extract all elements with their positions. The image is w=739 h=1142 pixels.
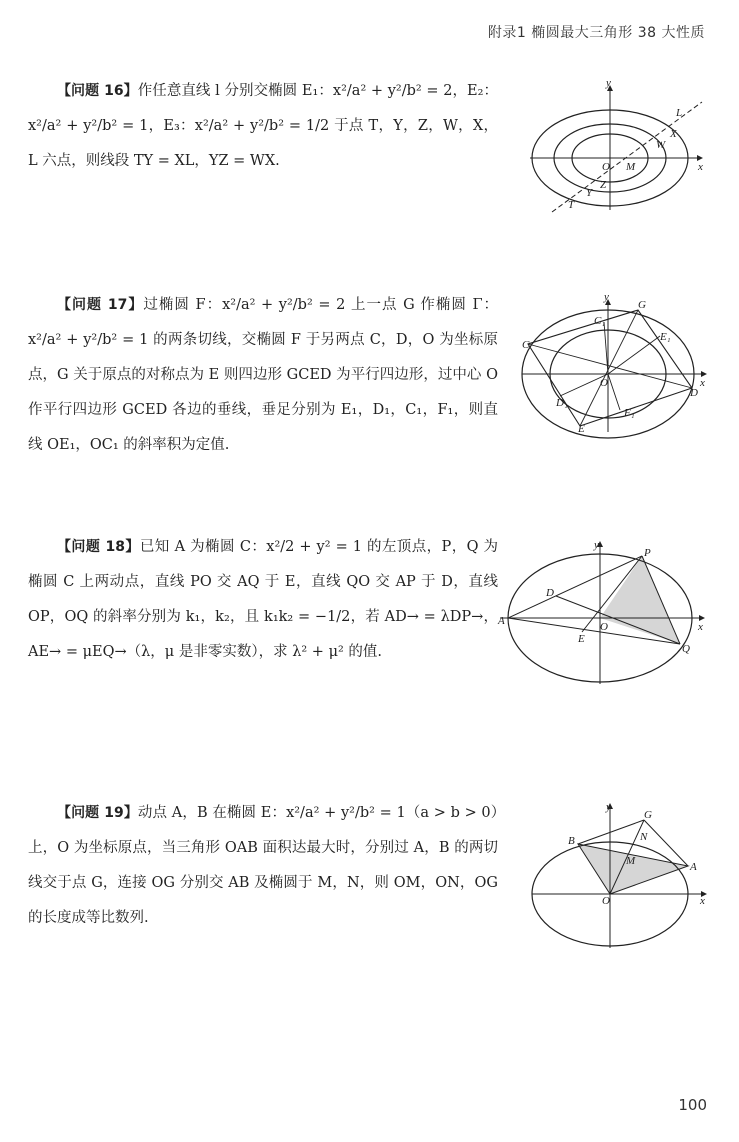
- label-a: A: [498, 615, 505, 627]
- shaded-triangle: [600, 556, 680, 644]
- label-e: E: [578, 423, 585, 435]
- label-a: A: [690, 861, 697, 873]
- figure-17: [520, 291, 710, 436]
- problem-16: [28, 74, 498, 179]
- problem-text: 已知 A 为椭圆 C：x²/2 + y² = 1 的左顶点，P，Q 为椭圆 C 上两动点，直线 PO 交 AQ 于 E，直线 QO 交 AP 于 D，直线 OP，OQ 的斜率分别为 k₁，k₂，且 k₁k₂ = −1/2，若 AD→ = λDP→，AE→ = μEQ→（λ，μ 是非零实数），求 λ² + μ² 的值.: [28, 539, 499, 660]
- label-d: D: [546, 587, 554, 599]
- label-y: y: [606, 77, 611, 89]
- label-o: O: [600, 621, 608, 633]
- problem-text: 动点 A，B 在椭圆 E：x²/a² + y²/b² = 1（a > b > 0）上，O 为坐标原点，当三角形 OAB 面积达最大时，分别过 A，B 的两切线交于点 G，连接 OG 分别交 AB 及椭圆于 M，N，则 OM，ON，OG 的长度成等比数列.: [28, 805, 498, 926]
- running-header: 附录1 椭圆最大三角形 38 大性质: [487, 25, 705, 41]
- label-o: O: [602, 161, 610, 173]
- figure-16-drawing: [530, 77, 710, 212]
- label-d1: D₁: [556, 397, 568, 409]
- figure-16: [530, 77, 710, 212]
- label-z: Z: [600, 179, 607, 191]
- label-y: y: [594, 539, 599, 551]
- problem-17: [28, 288, 498, 463]
- label-x: x: [700, 895, 705, 907]
- label-y: y: [604, 291, 609, 303]
- label-x: x: [700, 377, 705, 389]
- perp-of1: [608, 374, 620, 410]
- label-w: W: [656, 139, 666, 151]
- label-e1: E₁: [660, 331, 671, 343]
- problem-19: [28, 796, 498, 936]
- label-c1: C₁: [594, 315, 606, 327]
- problem-label: 【问题 17】: [57, 297, 144, 313]
- label-f1: F₁: [624, 407, 635, 419]
- label-p: P: [644, 547, 651, 559]
- label-q: Q: [682, 643, 690, 655]
- label-b: B: [568, 835, 575, 847]
- problem-18: [28, 530, 498, 670]
- label-m: M: [626, 161, 636, 173]
- label-o: O: [600, 377, 608, 389]
- problem-text: 过椭圆 F：x²/a² + y²/b² = 2 上一点 G 作椭圆 Γ：x²/a² + y²/b² = 1 的两条切线，交椭圆 F 于另两点 C，D，O 为坐标原点，G 关于原点的对称点为 E 则四边形 GCED 为平行四边形，过中心 O 作平行四边形 GCED 各边的垂线，垂足分别为 E₁，D₁，C₁，F₁，则直线 OE₁，OC₁ 的斜率积为定值.: [28, 297, 499, 453]
- label-y-point: Y: [586, 187, 593, 199]
- label-x: x: [698, 621, 703, 633]
- label-l: L: [676, 107, 683, 119]
- problem-label: 【问题 19】: [57, 805, 138, 821]
- label-t: T: [568, 199, 575, 211]
- label-e: E: [578, 633, 585, 645]
- label-g: G: [638, 299, 646, 311]
- page-number: 100: [678, 1096, 707, 1114]
- figure-18-drawing: [498, 538, 710, 686]
- label-g: G: [644, 809, 652, 821]
- figure-19: [530, 800, 710, 950]
- problem-label: 【问题 18】: [57, 539, 140, 555]
- problem-label: 【问题 16】: [57, 83, 138, 99]
- figure-18: [498, 538, 710, 686]
- problem-text: 作任意直线 l 分别交椭圆 E₁：x²/a² + y²/b² = 2，E₂：x²/a² + y²/b² = 1，E₃：x²/a² + y²/b² = 1/2 于点 T，Y，Z，W，X，L 六点，则线段 TY = XL，YZ = WX.: [28, 83, 498, 169]
- label-o: O: [602, 895, 610, 907]
- figure-19-drawing: [530, 800, 710, 950]
- label-n: N: [640, 831, 648, 843]
- label-y: y: [606, 801, 611, 813]
- figure-17-drawing: [520, 291, 710, 436]
- label-m: M: [626, 855, 636, 867]
- label-x: x: [698, 161, 703, 173]
- label-c: C: [522, 339, 530, 351]
- label-x-point: X: [670, 128, 677, 140]
- label-d: D: [690, 387, 698, 399]
